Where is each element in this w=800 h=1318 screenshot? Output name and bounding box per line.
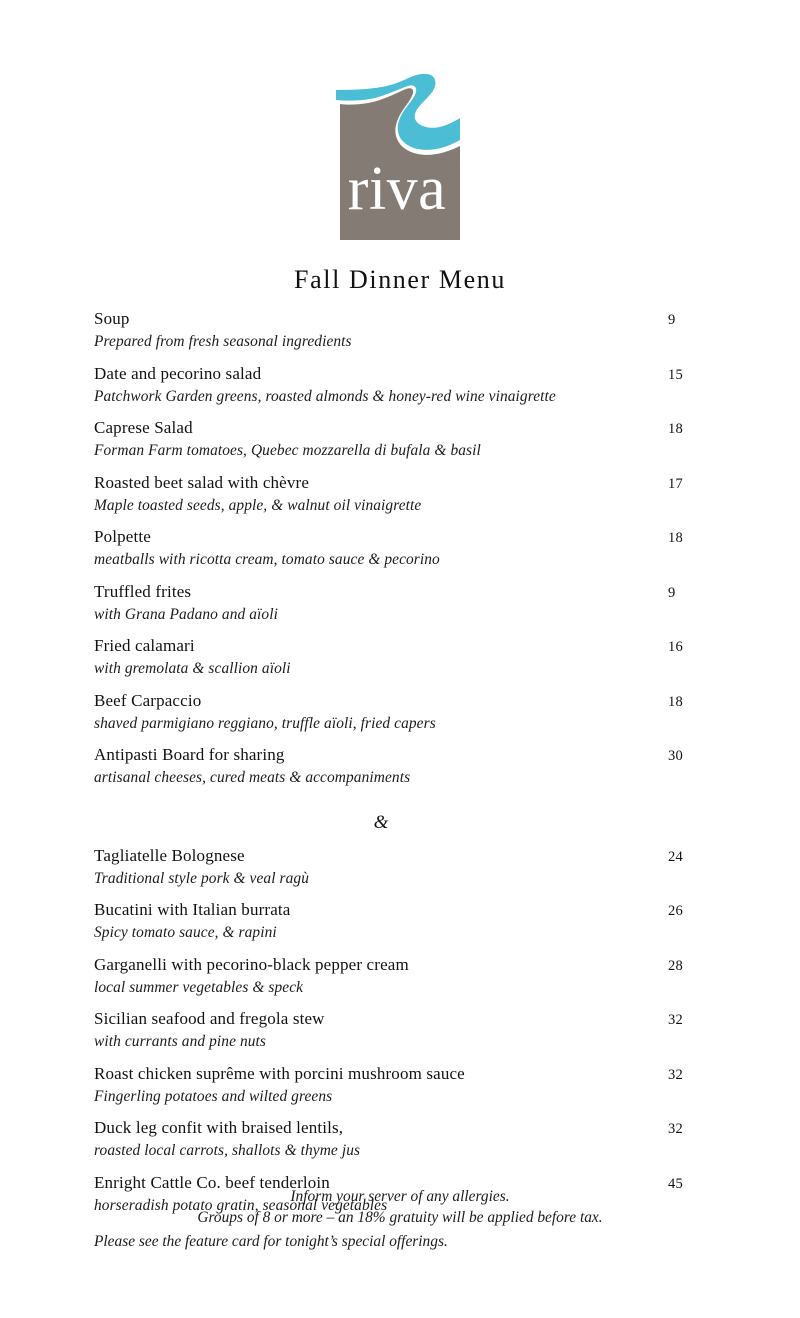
footer-gratuity-note: Groups of 8 or more – an 18% gratuity will be applied before tax. [197,1209,603,1226]
menu-item-name: Date and pecorino salad [94,363,262,383]
menu-item [94,581,714,625]
menu-item-description: Patchwork Garden greens, roasted almonds & honey-red wine vinaigrette [94,387,556,405]
menu-item [94,1063,714,1107]
menu-item-price: 17 [668,475,684,492]
section-divider-ornament: & [373,811,389,833]
menu-item [94,1117,714,1161]
menu-item-description: Forman Farm tomatoes, Quebec mozzarella di bufala & basil [94,442,481,459]
menu-item-price: 32 [668,1066,684,1083]
menu-item-price: 18 [668,421,684,437]
menu-item-price: 18 [668,693,684,710]
menu-item-name: Enright Cattle Co. beef tenderloin [94,1172,330,1192]
menu-item [94,690,714,734]
menu-item-description: with currants and pine nuts [94,1033,267,1050]
menu-item-description: roasted local carrots, shallots & thyme jus [94,1142,361,1159]
menu-item-description: Maple toasted seeds, apple, & walnut oil vinaigrette [94,496,422,514]
footer-allergy-note: Inform your server of any allergies. [290,1188,510,1205]
menu-item-description: Prepared from fresh seasonal ingredients [94,333,352,350]
menu-item [94,845,714,889]
menu-item [94,635,714,679]
menu-item-description: Traditional style pork & veal ragù [94,869,310,887]
menu-item-name: Roast chicken suprême with porcini mushroom sauce [94,1063,465,1083]
menu-item [94,472,714,516]
menu-item-name: Soup [94,309,130,328]
logo-wordmark: riva [347,155,447,223]
menu-item-description: shaved parmigiano reggiano, truffle aïoli, fried capers [94,714,436,732]
menu-item-name: Polpette [94,527,151,546]
menu-item [94,954,714,998]
menu-item-name: Garganelli with pecorino-black pepper cream [94,954,409,974]
menu-item-description: Fingerling potatoes and wilted greens [94,1087,333,1105]
menu-item-name: Roasted beet salad with chèvre [94,472,310,492]
menu-item-price: 45 [668,1175,684,1192]
menu-item-name: Caprese Salad [94,418,193,437]
menu-item-price: 18 [668,530,684,546]
menu-item [94,308,714,352]
menu-section-appetizers [94,308,714,788]
menu-item [94,417,714,461]
menu-item-price: 30 [668,748,684,764]
restaurant-logo [0,62,800,244]
menu-item-description: local summer vegetables & speck [94,978,304,996]
menu-item-name: Antipasti Board for sharing [94,745,285,764]
menu-item-price: 28 [668,957,684,974]
menu-item [94,899,714,943]
menu-item-name: Sicilian seafood and fregola stew [94,1009,325,1028]
menu-item-description: horseradish potato gratin, seasonal vegetables [94,1196,388,1214]
menu-item-name: Bucatini with Italian burrata [94,900,291,919]
menu-item-name: Beef Carpaccio [94,690,202,710]
menu-item-price: 32 [668,1121,684,1137]
menu-item-description: meatballs with ricotta cream, tomato sauce & pecorino [94,551,440,568]
menu-item-name: Duck leg confit with braised lentils, [94,1118,344,1137]
menu-item-description: with gremolata & scallion aïoli [94,660,291,677]
menu-section-mains [94,845,714,1216]
menu-item [94,1008,714,1052]
menu-item-price: 26 [668,903,684,919]
menu-item [94,526,714,570]
menu-item-name: Fried calamari [94,636,195,655]
menu-item [94,363,714,407]
menu-item-price: 9 [668,312,676,328]
menu-item-description: artisanal cheeses, cured meats & accompaniments [94,769,411,786]
menu-item-description: with Grana Padano and aïoli [94,605,278,623]
menu-item-price: 16 [668,639,684,655]
menu-item [94,744,714,788]
feature-card-note: Please see the feature card for tonight’s special offerings. [94,1232,448,1250]
menu-item-description: Spicy tomato sauce, & rapini [94,924,277,941]
menu-item-price: 24 [668,848,684,865]
footer-notes [0,1186,800,1228]
menu-item-price: 15 [668,366,684,383]
logo-mark [336,62,464,244]
page-title: Fall Dinner Menu [294,265,506,294]
menu-item-price: 9 [668,584,676,601]
menu-item-name: Truffled frites [94,581,192,601]
menu-item-name: Tagliatelle Bolognese [94,845,245,865]
menu-content [94,308,714,1252]
menu-item-price: 32 [668,1012,684,1028]
